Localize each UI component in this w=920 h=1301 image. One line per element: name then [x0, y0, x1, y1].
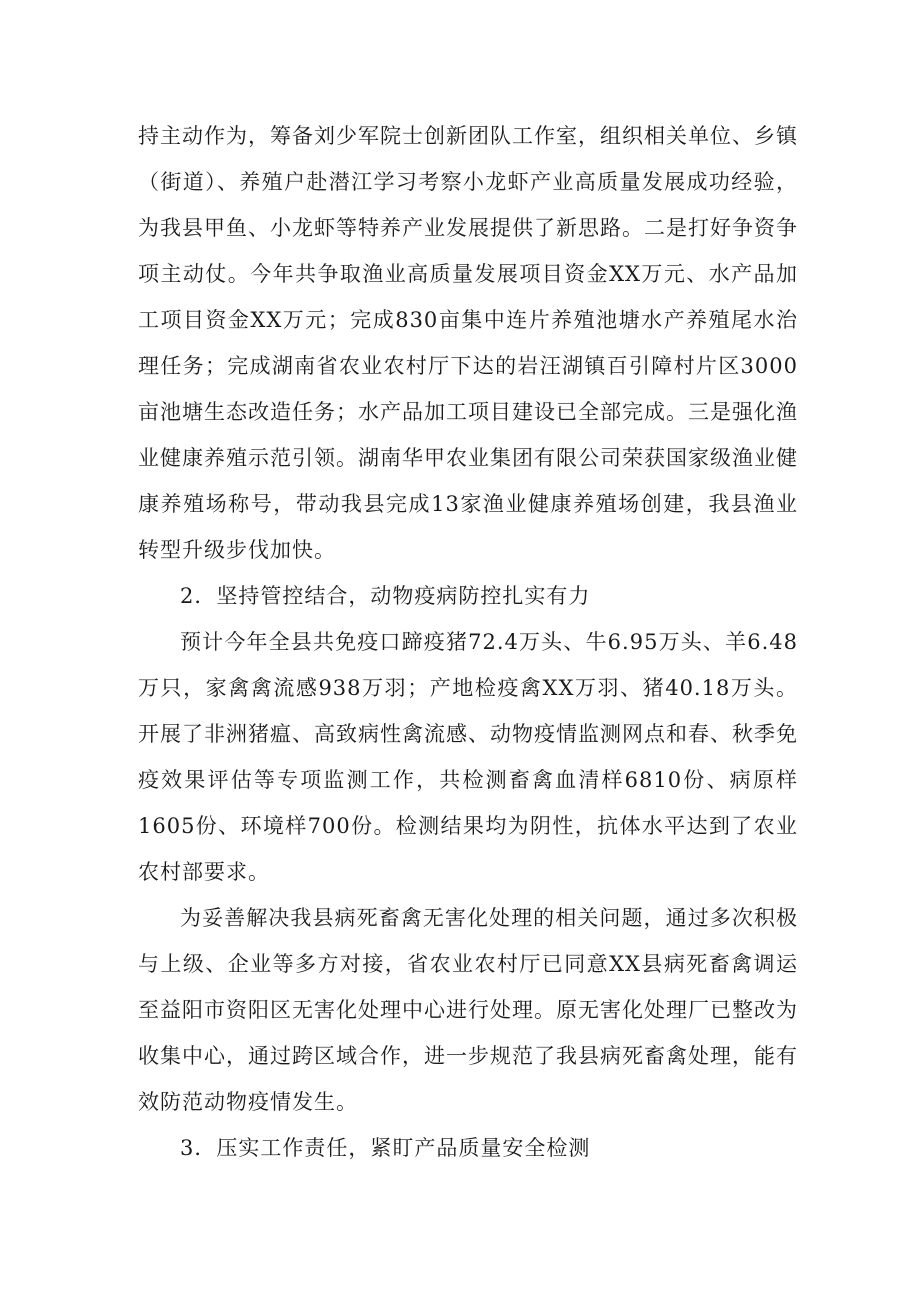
section-heading-animal-disease-control: 2．坚持管控结合，动物疫病防控扎实有力 [180, 584, 591, 608]
section-heading-quality-safety: 3．压实工作责任，紧盯产品质量安全检测 [180, 1136, 591, 1160]
document-body [138, 113, 798, 1171]
paragraph-harmless-disposal: 为妥善解决我县病死畜禽无害化处理的相关问题，通过多次积极与上级、企业等多方对接，省农业农村厅已同意XX县病死畜禽调运至益阳市资阳区无害化处理中心进行处理。原无害化处理厂已整改为收集中心，通过跨区域合作，进一步规范了我县病死畜禽处理，能有效防范动物疫情发生。 [138, 906, 798, 1114]
paragraph-immunization-stats: 预计今年全县共免疫口蹄疫猪72.4万头、牛6.95万头、羊6.48万只，家禽禽流感938万羽；产地检疫禽XX万羽、猪40.18万头。开展了非洲猪瘟、高致病性禽流感、动物疫情监测网点和春、秋季免疫效果评估等专项监测工作，共检测畜禽血清样6810份、病原样1605份、环境样700份。检测结果均为阴性，抗体水平达到了农业农村部要求。 [138, 630, 798, 884]
paragraph-fishery-initiatives: 持主动作为，筹备刘少军院士创新团队工作室，组织相关单位、乡镇（街道）、养殖户赴潜江学习考察小龙虾产业高质量发展成功经验，为我县甲鱼、小龙虾等特养产业发展提供了新思路。二是打好争资争项主动仗。今年共争取渔业高质量发展项目资金XX万元、水产品加工项目资金XX万元；完成830亩集中连片养殖池塘水产养殖尾水治理任务；完成湖南省农业农村厅下达的岩汪湖镇百引障村片区3000亩池塘生态改造任务；水产品加工项目建设已全部完成。三是强化渔业健康养殖示范引领。湖南华甲农业集团有限公司荣获国家级渔业健康养殖场称号，带动我县完成13家渔业健康养殖场创建，我县渔业转型升级步伐加快。 [138, 124, 798, 562]
